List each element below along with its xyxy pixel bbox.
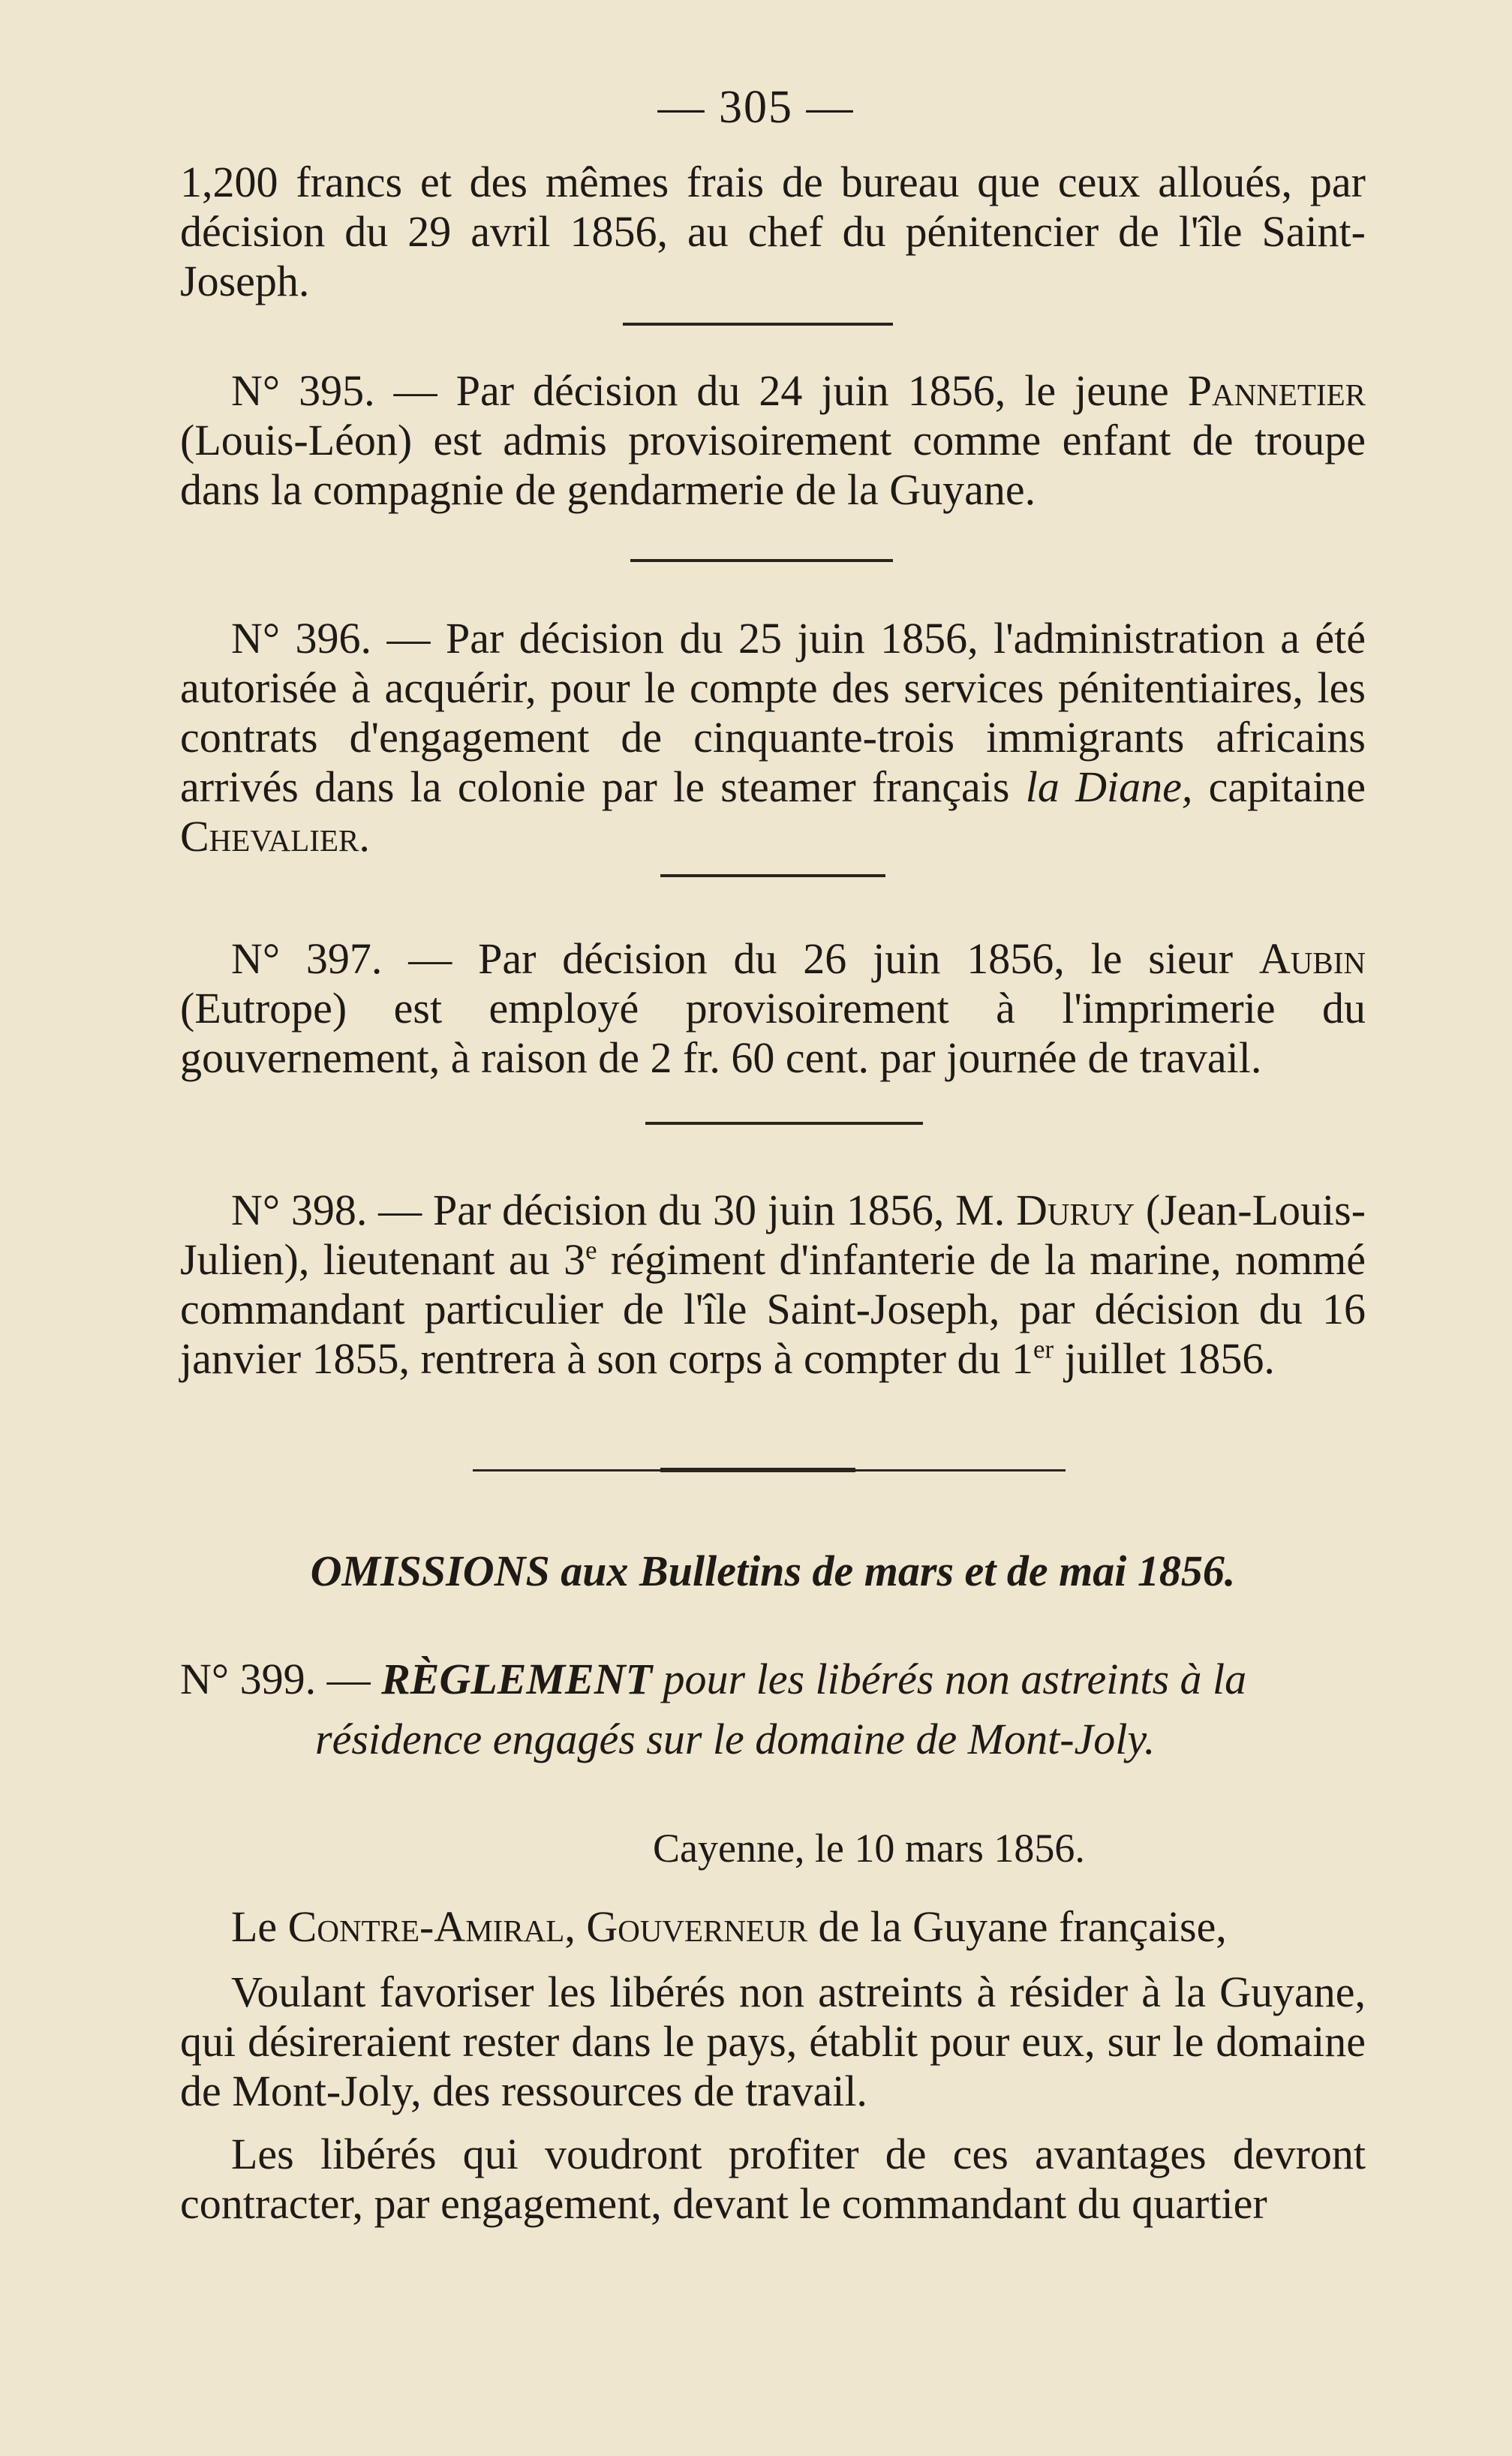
separator-rule xyxy=(660,874,885,877)
item-398-name: Duruy xyxy=(1016,1186,1135,1234)
item-399-title-line2: résidence engagés sur le domaine de Mont-Joly. xyxy=(315,1715,1156,1763)
body-p1-sc2: Gouverneur xyxy=(586,1902,808,1951)
item-398 xyxy=(180,1186,1366,1384)
body-p1-sc1: Contre-Amiral xyxy=(287,1902,565,1951)
item-399-title-bold: RÈGLEMENT xyxy=(381,1655,653,1703)
item-397 xyxy=(180,934,1366,1083)
item-395-name: Pannetier xyxy=(1187,366,1366,415)
item-398-rest3: juillet 1856. xyxy=(1064,1334,1275,1383)
body-p1-a: Le xyxy=(231,1902,278,1951)
separator-rule xyxy=(623,323,893,326)
item-395-lead: N° 395. — Par décision du 24 juin 1856, le jeune xyxy=(231,366,1169,415)
item-399 xyxy=(180,1649,1366,1769)
item-395-rest: (Louis-Léon) est admis provisoirement comme enfant de troupe dans la compagnie de gendarmerie de la Guyane. xyxy=(180,416,1366,514)
item-396-cap: capitaine xyxy=(1208,762,1366,811)
item-399-number: N° 399. — xyxy=(180,1655,371,1703)
separator-rule xyxy=(645,1122,923,1125)
omissions-heading: OMISSIONS aux Bulletins de mars et de mai 1856. xyxy=(310,1547,1236,1595)
item-399-title-rest: pour les libérés non astreints à la xyxy=(663,1655,1247,1703)
item-397-rest: (Eutrope) est employé provisoirement à l'imprimerie du gouvernement, à raison de 2 fr. 60 cent. par journée de travail. xyxy=(180,984,1366,1082)
item-396 xyxy=(180,614,1366,861)
item-398-lead: N° 398. — Par décision du 30 juin 1856, M. xyxy=(231,1186,1005,1234)
item-396-ship: la Diane, xyxy=(1025,762,1193,811)
separator-rule xyxy=(630,559,893,562)
item-398-sup1: e xyxy=(585,1235,597,1265)
item-398-sup2: er xyxy=(1033,1334,1054,1364)
page-number: — 305 — xyxy=(657,82,855,133)
dateline: Cayenne, le 10 mars 1856. xyxy=(653,1826,1085,1871)
item-397-lead: N° 397. — Par décision du 26 juin 1856, le sieur xyxy=(231,934,1234,983)
body-p2: Voulant favoriser les libérés non astreints à résider à la Guyane, qui désireraient rester dans le pays, établit pour eux, sur le domaine de Mont-Joly, des ressources de travail. xyxy=(180,1968,1366,2115)
item-395 xyxy=(180,366,1366,515)
body-p1-c: de la Guyane française, xyxy=(818,1902,1227,1951)
body-p3: Les libérés qui voudront profiter de ces avantages devront contracter, par engagement, devant le commandant du quartier xyxy=(180,2130,1366,2228)
item-397-name: Aubin xyxy=(1258,934,1366,983)
item-396-end: . xyxy=(359,812,370,861)
body-p1 xyxy=(180,1902,1366,1952)
body-p1-b: , xyxy=(564,1902,576,1951)
item-399-title xyxy=(381,1655,1246,1703)
item-396-captain: Chevalier xyxy=(180,812,359,861)
section-rule-center xyxy=(660,1468,855,1472)
item-398-rest1: (Jean-Louis-Julien), lieutenant au 3 xyxy=(180,1186,1366,1284)
item-396-lead: N° 396. — Par décision du 25 juin 1856, l'administration a été autorisée à acquérir, pour le compte des services pénitentiaires, les contrats d'engagement de cinquante-trois immigrants africains arrivés dans la colonie par le steamer français xyxy=(180,614,1366,811)
item-398-rest2: régiment d'infanterie de la marine, nommé commandant particulier de l'île Saint-Joseph, par décision du 16 janvier 1855, rentrera à son corps à compter du 1 xyxy=(180,1235,1366,1383)
intro-paragraph: 1,200 francs et des mêmes frais de bureau que ceux alloués, par décision du 29 avril 1856, au chef du pénitencier de l'île Saint-Joseph. xyxy=(180,158,1366,305)
